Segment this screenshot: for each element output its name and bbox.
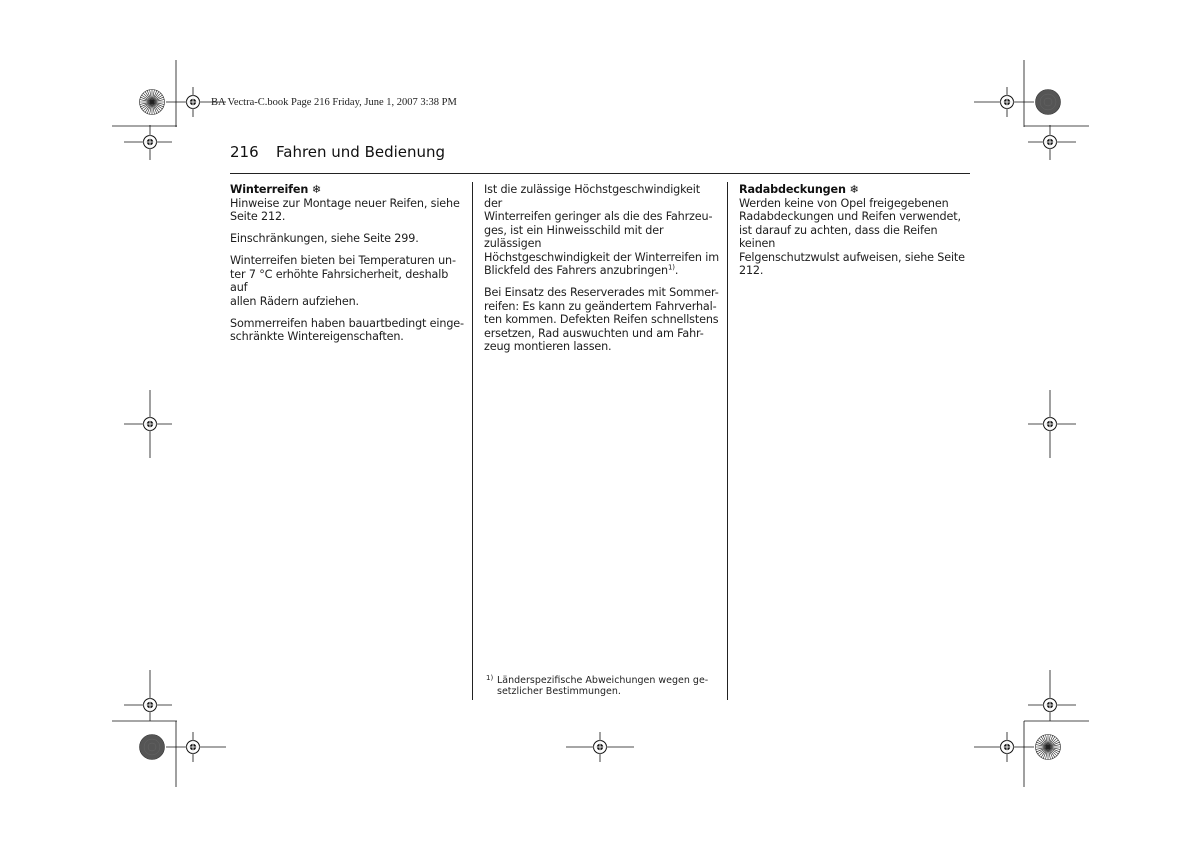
registration-starburst-top-left	[140, 90, 165, 115]
section-title: Fahren und Bedienung	[276, 143, 446, 161]
column-left	[230, 183, 465, 352]
crosshair-mark	[1044, 699, 1057, 712]
column-divider	[472, 182, 473, 700]
footnote	[486, 675, 718, 697]
column-right	[739, 183, 975, 286]
registration-grey-dot-top-right	[1036, 90, 1061, 115]
paragraph: Ist die zulässige Höchstgeschwindigkeit der Winterreifen geringer als die des Fahrzeu- ges, ist ein Hinweisschild mit der zulässigen Höchstgeschwindigkeit der Winterreifen im Blickfeld des Fahrers anzubringen$^{1)}$.	[484, 183, 719, 277]
crosshair-mark	[187, 96, 200, 109]
footnote-reference: 1)	[668, 263, 675, 272]
crosshair-mark	[1044, 418, 1057, 431]
paragraph: Einschränkungen, siehe Seite 299.	[230, 232, 419, 245]
crosshair-mark	[1001, 96, 1014, 109]
snowflake-icon: ❄	[849, 183, 859, 196]
paragraph: Werden keine von Opel freigegebenen Radabdeckungen und Reifen verwendet, ist darauf zu achten, dass die Reifen keinen Felgenschutzwulst aufweisen, siehe Seite 212.	[739, 196, 965, 277]
crosshair-mark	[1044, 136, 1057, 149]
column-divider	[727, 182, 728, 700]
paragraph: Winterreifen bieten bei Temperaturen un- ter 7 °C erhöhte Fahrsicherheit, deshalb auf allen Rädern aufziehen.	[230, 254, 456, 308]
crosshair-mark	[144, 418, 157, 431]
print-slug: BA Vectra-C.book Page 216 Friday, June 1, 2007 3:38 PM	[211, 97, 457, 108]
paragraph: Sommerreifen haben bauartbedingt einge- schränkte Wintereigenschaften.	[230, 316, 464, 343]
registration-grey-dot-bottom-left	[140, 735, 165, 760]
paragraph: Hinweise zur Montage neuer Reifen, siehe Seite 212.	[230, 196, 460, 223]
registration-starburst-bottom-right	[1036, 735, 1061, 760]
footnote-marker: 1)	[486, 674, 494, 682]
page-header	[230, 143, 445, 161]
header-rule	[230, 173, 970, 174]
section-heading: Radabdeckungen ❄	[739, 183, 859, 196]
snowflake-icon: ❄	[311, 183, 322, 196]
paragraph: Bei Einsatz des Reserverades mit Sommer- reifen: Es kann zu geändertem Fahrverhal- ten kommen. Defekten Reifen schnellstens ersetzen, Rad auswuchten und am Fahr- zeug montieren lassen.	[484, 286, 719, 353]
page-number: 216	[230, 143, 259, 161]
section-heading: Winterreifen ❄	[230, 183, 322, 196]
column-middle	[484, 183, 720, 362]
crosshair-mark	[187, 741, 200, 754]
crosshair-mark	[594, 741, 607, 754]
footnote-text: Länderspezifische Abweichungen wegen ge- setzlicher Bestimmungen.	[497, 675, 709, 697]
crosshair-mark	[144, 136, 157, 149]
crosshair-mark	[1001, 741, 1014, 754]
crosshair-mark	[144, 699, 157, 712]
